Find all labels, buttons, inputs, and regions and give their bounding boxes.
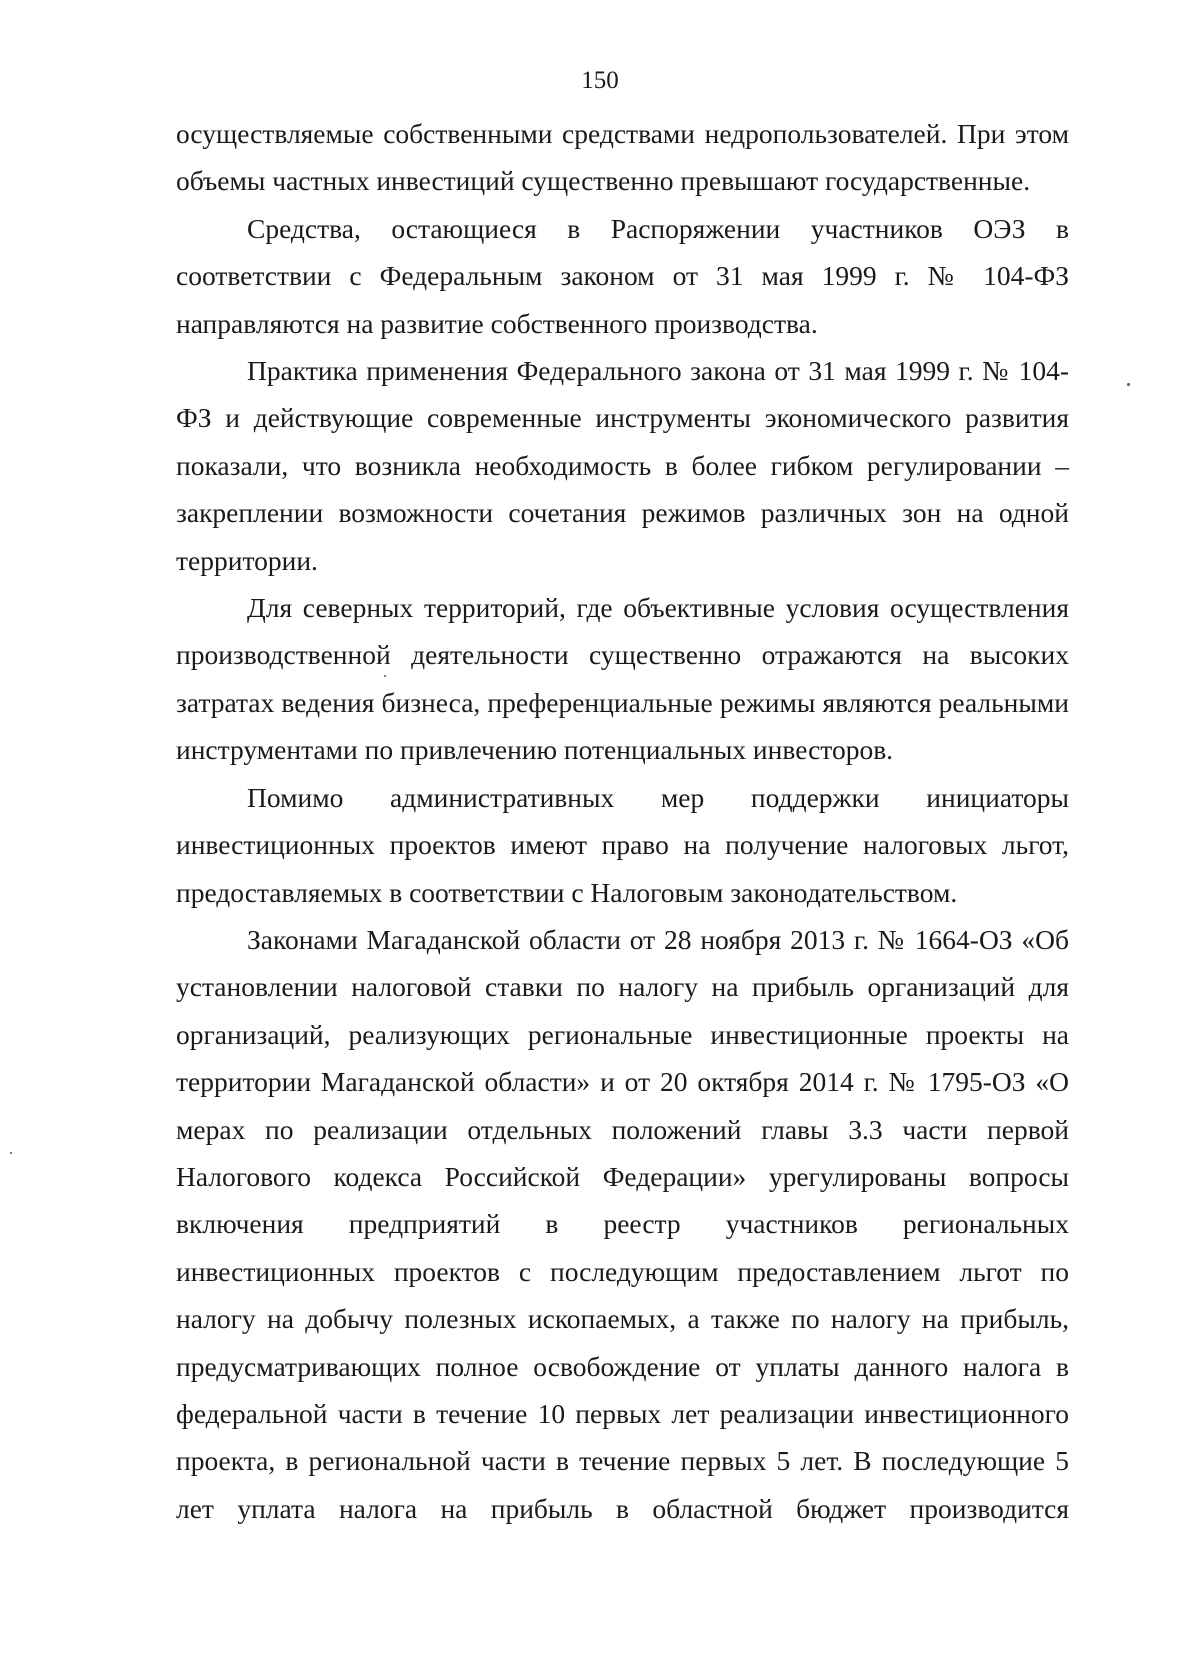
paragraph-continuation: осуществляемые собственными средствами недропользователей. При этом объемы частных инвестиций существенно превышают государственные. [176, 118, 1069, 197]
paragraph-magadan-laws: Законами Магаданской области от 28 ноября 2013 г. № 1664-ОЗ «Об установлении налоговой ставки по налогу на прибыль организаций для организаций, реализующих региональные инвестиционные проекты на территории Магаданской области» и от 20 октября 2014 г. № 1795-ОЗ «О мерах по реализации отдельных положений главы 3.3 части первой Налогового кодекса Российской Федерации» урегулированы вопросы включения предприятий в реестр участников региональных инвестиционных проектов с последующим предоставлением льгот по налогу на добычу полезных ископаемых, а также по налогу на прибыль, предусматривающих полное освобождение от уплаты данного налога в федеральной части в течение 10 первых лет реализации инвестиционного проекта, в региональной части в течение первых 5 лет. В последующие 5 лет уплата налога на прибыль в областной бюджет производится [176, 923, 1069, 1524]
paragraph-tax-benefits: Помимо административных мер поддержки инициаторы инвестиционных проектов имеют право на получение налоговых льгот, предоставляемых в соответствии с Налоговым законодательством. [176, 781, 1069, 908]
paragraph-law-practice: Практика применения Федерального закона от 31 мая 1999 г. № 104-ФЗ и действующие современные инструменты экономического развития показали, что возникла необходимость в более гибком регулировании – закреплении возможности сочетания режимов различных зон на одной территории. [176, 355, 1069, 576]
document-body [176, 110, 1069, 1532]
paragraph-northern-territories: Для северных территорий, где объективные условия осуществления производственной деятельности существенно отражаются на высоких затратах ведения бизнеса, преференциальные режимы являются реальными инструментами по привлечению потенциальных инвесторов. [176, 592, 1069, 766]
scan-speck [10, 1152, 12, 1154]
paragraph-oez-funds: Средства, остающиеся в Распоряжении участников ОЭЗ в соответствии с Федеральным законом от 31 мая 1999 г. № 104-ФЗ направляются на развитие собственного производства. [176, 212, 1069, 339]
page-number: 150 [581, 67, 619, 94]
scan-speck [1127, 383, 1130, 386]
scan-speck [384, 675, 386, 677]
